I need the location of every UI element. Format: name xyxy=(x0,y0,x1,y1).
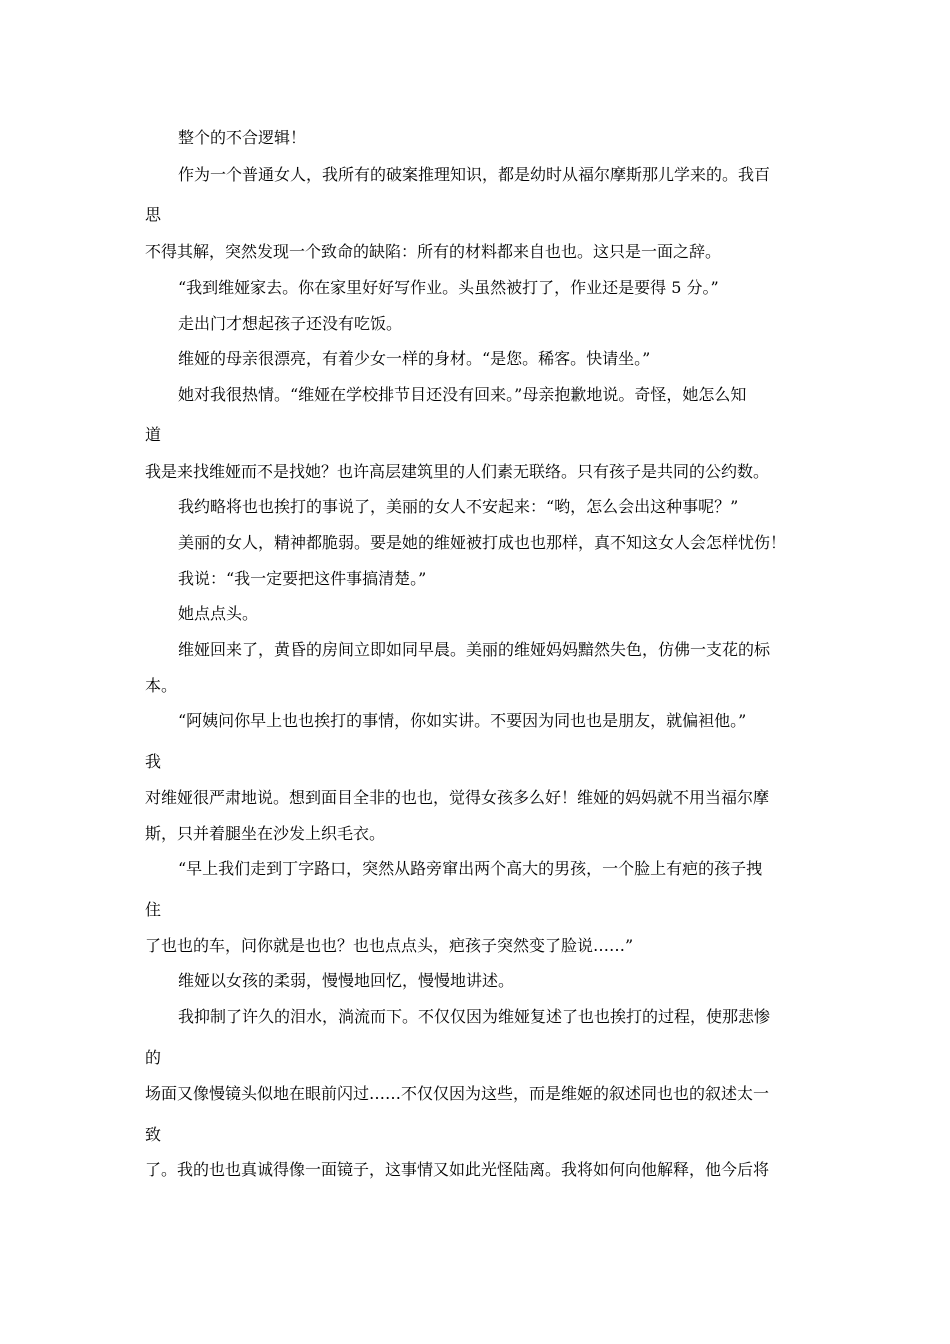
text-line: 思 xyxy=(145,205,162,224)
text-line: 了也也的车，问你就是也也？也也点点头，疤孩子突然变了脸说……” xyxy=(145,936,634,955)
text-line: 了。我的也也真诚得像一面镜子，这事情又如此光怪陆离。我将如何向他解释，他今后将 xyxy=(145,1160,770,1179)
text-line: 场面又像慢镜头似地在眼前闪过……不仅仅因为这些，而是维姬的叙述同也也的叙述太一 xyxy=(145,1084,770,1103)
text-line: 斯，只并着腿坐在沙发上织毛衣。 xyxy=(145,824,386,843)
text-line: 我说：“我一定要把这件事搞清楚。” xyxy=(178,569,427,588)
text-line: “早上我们走到丁字路口，突然从路旁窜出两个高大的男孩，一个脸上有疤的孩子拽 xyxy=(178,859,763,878)
text-line: “阿姨问你早上也也挨打的事情，你如实讲。不要因为同也也是朋友，就偏袒他。” xyxy=(178,711,747,730)
text-line: 我约略将也也挨打的事说了，美丽的女人不安起来：“哟，怎么会出这种事呢？” xyxy=(178,497,739,516)
text-line: 美丽的女人，精神都脆弱。要是她的维娅被打成也也那样，真不知这女人会怎样忧伤！ xyxy=(178,533,787,552)
text-line: 维娅以女孩的柔弱，慢慢地回忆，慢慢地讲述。 xyxy=(178,971,515,990)
text-line: 住 xyxy=(145,900,162,919)
text-line: 作为一个普通女人，我所有的破案推理知识，都是幼时从福尔摩斯那儿学来的。我百 xyxy=(178,165,771,184)
text-line: 她点点头。 xyxy=(178,604,259,623)
text-line: 不得其解，突然发现一个致命的缺陷：所有的材料都来自也也。这只是一面之辞。 xyxy=(145,242,722,261)
text-line: 对维娅很严肃地说。想到面目全非的也也，觉得女孩多么好！维娅的妈妈就不用当福尔摩 xyxy=(145,788,770,807)
text-line: 我 xyxy=(145,752,162,771)
text-line: 维娅的母亲很漂亮，有着少女一样的身材。“是您。稀客。快请坐。” xyxy=(178,349,651,368)
text-line: “我到维娅家去。你在家里好好写作业。头虽然被打了，作业还是要得 5 分。” xyxy=(178,278,719,297)
text-line: 致 xyxy=(145,1125,162,1144)
text-line: 走出门才想起孩子还没有吃饭。 xyxy=(178,314,403,333)
text-line: 维娅回来了，黄昏的房间立即如同早晨。美丽的维娅妈妈黯然失色，仿佛一支花的标 xyxy=(178,640,771,659)
text-line: 的 xyxy=(145,1048,162,1067)
text-line: 本。 xyxy=(145,676,178,695)
text-line: 我抑制了许久的泪水，淌流而下。不仅仅因为维娅复述了也也挨打的过程，使那悲惨 xyxy=(178,1007,771,1026)
text-line: 整个的不合逻辑！ xyxy=(178,128,307,147)
text-line: 道 xyxy=(145,425,162,444)
text-line: 我是来找维娅而不是找她？也许高层建筑里的人们素无联络。只有孩子是共同的公约数。 xyxy=(145,462,770,481)
text-line: 她对我很热情。“维娅在学校排节目还没有回来。”母亲抱歉地说。奇怪，她怎么知 xyxy=(178,385,747,404)
